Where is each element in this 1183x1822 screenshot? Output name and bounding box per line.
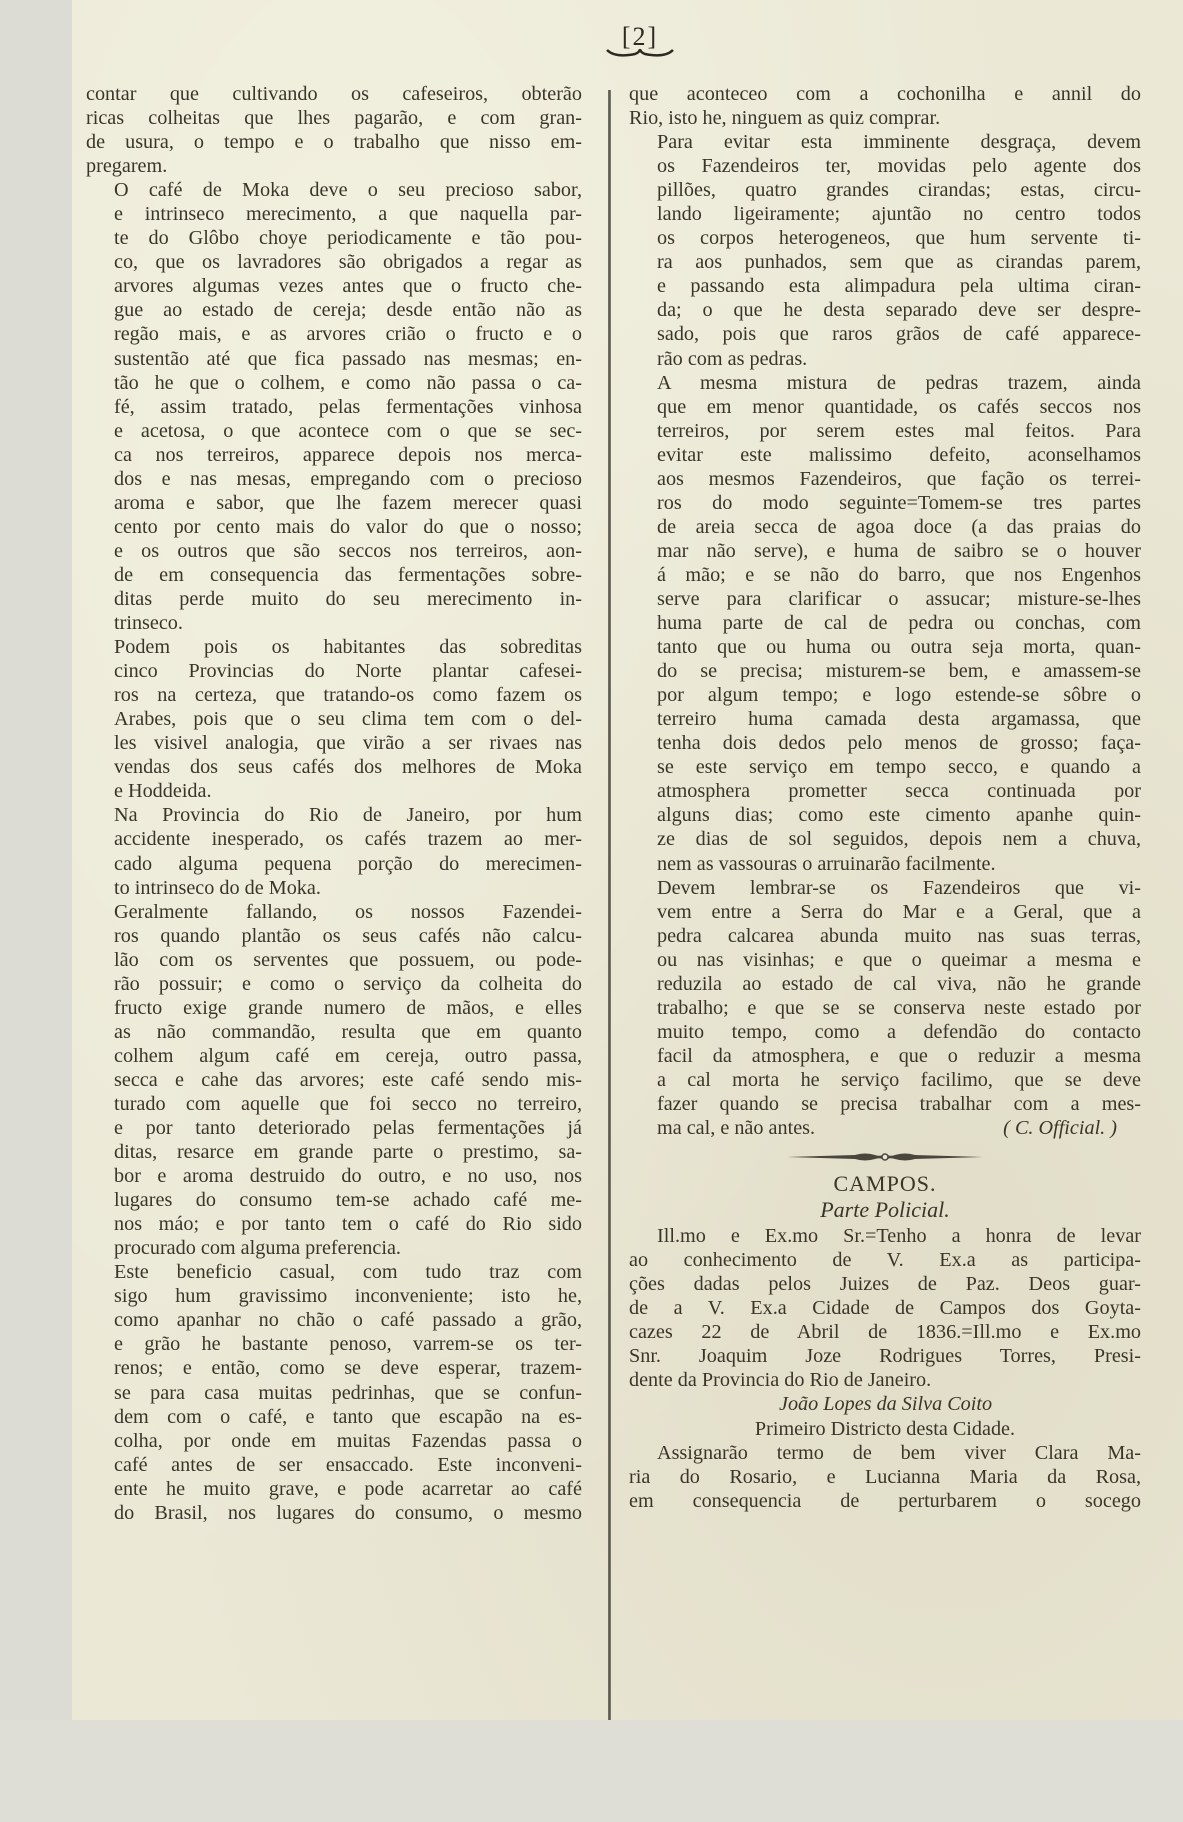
text-line: tenha dois dedos pelo menos de grosso; faça- bbox=[657, 732, 1141, 755]
text-line: ditas, resarce em grande parte o prestimo, sa- bbox=[114, 1141, 582, 1164]
text-line: ditas perde muito do seu merecimento in- bbox=[114, 587, 582, 610]
text-line: vendas dos seus cafés dos melhores de Moka bbox=[114, 756, 582, 779]
text-line: Rio, isto he, ninguem as quiz comprar. bbox=[629, 107, 941, 130]
text-line: mar não serve), e huma de saibro se o houver bbox=[657, 539, 1141, 562]
text-line: pregarem. bbox=[86, 155, 168, 178]
text-line: e acetosa, o que acontece com o que se sec- bbox=[114, 419, 582, 442]
coffee-article-continued bbox=[629, 82, 1141, 1140]
text-line: reduzila ao estado de cal viva, não he grande bbox=[657, 972, 1141, 995]
text-line: trabalho; e que se se conserva neste estado por bbox=[657, 996, 1141, 1019]
text-line: ra aos punhados, sem que as cirandas parem, bbox=[657, 251, 1141, 274]
text-line: ros na certeza, que tratando-os como fazem os bbox=[114, 684, 582, 707]
text-line: ente he muito grave, e pode acarretar ao café bbox=[114, 1477, 582, 1500]
text-line: Arabes, pois que o seu clima tem com o del- bbox=[114, 708, 582, 731]
text-line: accidente inesperado, os cafés trazem ao mer- bbox=[114, 828, 582, 851]
text-line: aos mesmos Fazendeiros, que fação os terrei- bbox=[657, 467, 1141, 490]
text-line: como apanhar no chão o café passado a grão, bbox=[114, 1309, 582, 1332]
text-line: procurado com alguma preferencia. bbox=[114, 1237, 401, 1260]
section-divider-ornament-icon bbox=[785, 1150, 985, 1164]
text-line: os corpos heterogeneos, que hum servente ti- bbox=[657, 227, 1141, 250]
text-line: tão he que o colhem, e como não passa o ca- bbox=[114, 371, 582, 394]
text-line: terreiros, por serem estes mal feitos. Para bbox=[657, 419, 1141, 442]
text-line: ções dadas pelos Juizes de Paz. Deos guar- bbox=[629, 1273, 1141, 1296]
closing-text: ma cal, e não antes. bbox=[657, 1117, 816, 1140]
text-line: facil da atmosphera, e que o reduzir a mesma bbox=[657, 1044, 1141, 1067]
text-line: e Hoddeida. bbox=[114, 780, 212, 803]
text-line: arvores algumas vezes antes que o fructo che- bbox=[114, 275, 582, 298]
text-line: ca nos terreiros, apparece depois nos merca- bbox=[114, 443, 582, 466]
text-line: nos máo; e por tanto tem o café do Rio sido bbox=[114, 1213, 582, 1236]
text-line: bor e aroma destruido do outro, e no uso, nos bbox=[114, 1165, 582, 1188]
text-line: Assignarão termo de bem viver Clara Ma- bbox=[657, 1441, 1141, 1464]
text-line: turado com aquelle que foi secco no terreiro, bbox=[114, 1092, 582, 1115]
district-heading: Primeiro Districto desta Cidade. bbox=[754, 1417, 1016, 1440]
text-line: muito tempo, como a defendão do contacto bbox=[657, 1020, 1141, 1043]
text-line: dente da Provincia do Rio de Janeiro. bbox=[629, 1369, 932, 1392]
text-line: atmosphera prometter secca continuada por bbox=[657, 780, 1141, 803]
paragraph bbox=[86, 82, 582, 178]
right-column bbox=[629, 82, 1141, 1513]
text-line: secca e cahe das arvores; este café sendo mis- bbox=[114, 1068, 582, 1091]
text-line: regão mais, e as arvores crião o fructo e o bbox=[114, 323, 582, 346]
official-letter bbox=[629, 1224, 1141, 1392]
text-line: Podem pois os habitantes das sobreditas bbox=[114, 636, 582, 659]
text-line: vem entre a Serra do Mar e a Geral, que a bbox=[657, 900, 1141, 923]
text-line: e por tanto deteriorado pelas fermentações já bbox=[114, 1117, 582, 1140]
text-line: os Fazendeiros ter, movidas pelo agente dos bbox=[657, 155, 1141, 178]
text-line: pillões, quatro grandes cirandas; estas, circu- bbox=[657, 179, 1141, 202]
text-line: se para casa muitas pedrinhas, que se confun- bbox=[114, 1381, 582, 1404]
paragraph bbox=[629, 876, 1141, 1141]
paragraph bbox=[86, 900, 582, 1261]
text-line: e os outros que são seccos nos terreiros, aon- bbox=[114, 539, 582, 562]
text-line: les visivel analogia, que virão a ser rivaes nas bbox=[114, 732, 582, 755]
text-line: cinco Provincias do Norte plantar cafesei- bbox=[114, 660, 582, 683]
text-line: as não commandão, resulta que em quanto bbox=[114, 1020, 582, 1043]
text-line: dos e nas mesas, empregando com o precioso bbox=[114, 467, 582, 490]
paragraph bbox=[629, 371, 1141, 876]
text-line: dem com o café, e tanto que escapão na es- bbox=[114, 1405, 582, 1428]
text-line: da; o que he desta separado deve ser despre- bbox=[657, 299, 1141, 322]
text-line: e intrinseco merecimento, a que naquella par- bbox=[114, 203, 582, 226]
text-line: e grão he bastante penoso, varrem-se os ter- bbox=[114, 1333, 582, 1356]
text-line: de a V. Ex.a Cidade de Campos dos Goyta- bbox=[629, 1297, 1141, 1320]
text-line: ricas colheitas que lhes pagarão, e com gran- bbox=[86, 107, 582, 130]
text-line: co, que os lavradores são obrigados a regar as bbox=[114, 251, 582, 274]
text-line bbox=[629, 1116, 1141, 1140]
text-line: gue ao estado de cereja; desde então não as bbox=[114, 299, 582, 322]
text-line: sado, pois que raros grãos de café apparece- bbox=[657, 323, 1141, 346]
text-line: cazes 22 de Abril de 1836.=Ill.mo e Ex.mo bbox=[629, 1321, 1141, 1344]
police-report bbox=[629, 1441, 1141, 1513]
paragraph bbox=[86, 635, 582, 803]
page-number-label: [2] bbox=[621, 22, 659, 51]
text-line: Este beneficio casual, com tudo traz com bbox=[114, 1261, 582, 1284]
text-line: em consequencia de perturbarem o socego bbox=[629, 1489, 1141, 1512]
text-line: fazer quando se precisa trabalhar com a mes- bbox=[657, 1092, 1141, 1115]
text-line: A mesma mistura de pedras trazem, ainda bbox=[657, 371, 1141, 394]
text-line: colhem algum café em cereja, outro passa, bbox=[114, 1044, 582, 1067]
text-line: Snr. Joaquim Joze Rodrigues Torres, Presi- bbox=[629, 1345, 1141, 1368]
text-line: Geralmente fallando, os nossos Fazendei- bbox=[114, 900, 582, 923]
paragraph bbox=[629, 82, 1141, 130]
text-line: aroma e sabor, que lhe fazem merecer quasi bbox=[114, 491, 582, 514]
paragraph bbox=[629, 130, 1141, 370]
text-line: ria do Rosario, e Lucianna Maria da Rosa, bbox=[629, 1465, 1141, 1488]
text-line: e passando esta alimpadura pela ultima ciran- bbox=[657, 275, 1141, 298]
text-line: renos; e então, como se deve esperar, trazem- bbox=[114, 1357, 582, 1380]
text-line: ze dias de sol seguidos, depois nem a chuva, bbox=[657, 828, 1141, 851]
scan-margin-bottom bbox=[0, 1720, 1183, 1822]
text-line: sustentão até que fica passado nas mesmas; en- bbox=[114, 347, 582, 370]
text-line: to intrinseco do de Moka. bbox=[114, 876, 321, 899]
text-line: se este serviço em tempo secco, e quando a bbox=[657, 756, 1141, 779]
text-line: a cal morta he serviço facilimo, que se deve bbox=[657, 1068, 1141, 1091]
text-line: terreiro huma camada desta argamassa, que bbox=[657, 708, 1141, 731]
text-line: ros quando plantão os seus cafés não calcu- bbox=[114, 924, 582, 947]
text-line: cento por cento mais do valor do que o nosso; bbox=[114, 515, 582, 538]
text-line: que aconteceo com a cochonilha e annil do bbox=[629, 83, 1141, 105]
left-column bbox=[86, 82, 582, 1525]
text-line: ao conhecimento de V. Ex.a as participa- bbox=[629, 1249, 1141, 1272]
text-line: lugares do consumo tem-se achado café me- bbox=[114, 1189, 582, 1212]
text-line: tanto que ou huma ou outra seja morta, quan- bbox=[657, 636, 1141, 659]
text-line: ros do modo seguinte=Tomem-se tres partes bbox=[657, 491, 1141, 514]
text-line: sigo hum gravissimo inconveniente; isto he, bbox=[114, 1285, 582, 1308]
scan-margin-left bbox=[0, 0, 72, 1822]
text-line: Para evitar esta imminente desgraça, devem bbox=[657, 131, 1141, 154]
text-line: te do Glôbo choye periodicamente e tão pou- bbox=[114, 227, 582, 250]
text-line: huma parte de cal de pedra ou conchas, com bbox=[657, 612, 1141, 635]
text-line: á mão; e se não do barro, que nos Engenhos bbox=[657, 563, 1141, 586]
letter-signature: João Lopes da Silva Coito bbox=[779, 1393, 993, 1416]
text-line: que em menor quantidade, os cafés seccos nos bbox=[657, 395, 1141, 418]
text-line: Na Provincia do Rio de Janeiro, por hum bbox=[114, 804, 582, 827]
page-number bbox=[600, 22, 680, 60]
text-line: colha, por onde em muitas Fazendas passa o bbox=[114, 1429, 582, 1452]
text-line: de usura, o tempo e o trabalho que nisso em- bbox=[86, 131, 582, 154]
text-line: rão com as pedras. bbox=[657, 347, 808, 370]
text-line: fructo exige grande numero de mãos, e elles bbox=[114, 996, 582, 1019]
text-line: do se precisa; misturem-se bem, e amassem-se bbox=[657, 660, 1141, 683]
text-line: fé, assim tratado, pelas fermentações vinhosa bbox=[114, 395, 582, 418]
text-line: O café de Moka deve o seu precioso sabor, bbox=[114, 179, 582, 202]
paragraph bbox=[86, 178, 582, 635]
text-line: Ill.mo e Ex.mo Sr.=Tenho a honra de levar bbox=[657, 1225, 1141, 1248]
text-line: nem as vassouras o arruinarão facilmente. bbox=[657, 852, 996, 875]
article-source: ( C. Official. ) bbox=[1003, 1117, 1117, 1140]
text-line: do Brasil, nos lugares do consumo, o mesmo bbox=[114, 1501, 582, 1524]
paragraph bbox=[86, 803, 582, 899]
text-line: trinseco. bbox=[114, 612, 183, 635]
text-line: de em consequencia das fermentações sobre- bbox=[114, 563, 582, 586]
text-line: evitar este malissimo defeito, aconselhamos bbox=[657, 443, 1141, 466]
text-line: ou nas visinhas; e que o queimar a mesma e bbox=[657, 948, 1141, 971]
section-heading: CAMPOS. bbox=[833, 1171, 937, 1197]
text-line: serve para clarificar o assucar; misture-se-lhes bbox=[657, 587, 1141, 610]
text-line: contar que cultivando os cafeseiros, obterão bbox=[86, 83, 582, 105]
column-divider bbox=[608, 90, 611, 1720]
text-line: por algum tempo; e logo estende-se sôbre o bbox=[657, 684, 1141, 707]
brace-ornament-icon bbox=[605, 48, 675, 60]
text-line: lão com os serventes que possuem, ou pode- bbox=[114, 948, 582, 971]
section-subheading: Parte Policial. bbox=[820, 1197, 950, 1223]
text-line: de areia secca de agoa doce (a das praias do bbox=[657, 515, 1141, 538]
text-line: lando ligeiramente; ajuntão no centro todos bbox=[657, 203, 1141, 226]
paragraph bbox=[86, 1260, 582, 1525]
text-line: pedra calcarea abunda muito nas suas terras, bbox=[657, 924, 1141, 947]
text-line: cado alguma pequena porção do merecimen- bbox=[114, 852, 582, 875]
text-line: alguns dias; como este cimento apanhe quin- bbox=[657, 804, 1141, 827]
text-line: café antes de ser ensaccado. Este inconveni- bbox=[114, 1453, 582, 1476]
text-line: rão possuir; e como o serviço da colheita do bbox=[114, 972, 582, 995]
text-line: Devem lembrar-se os Fazendeiros que vi- bbox=[657, 876, 1141, 899]
